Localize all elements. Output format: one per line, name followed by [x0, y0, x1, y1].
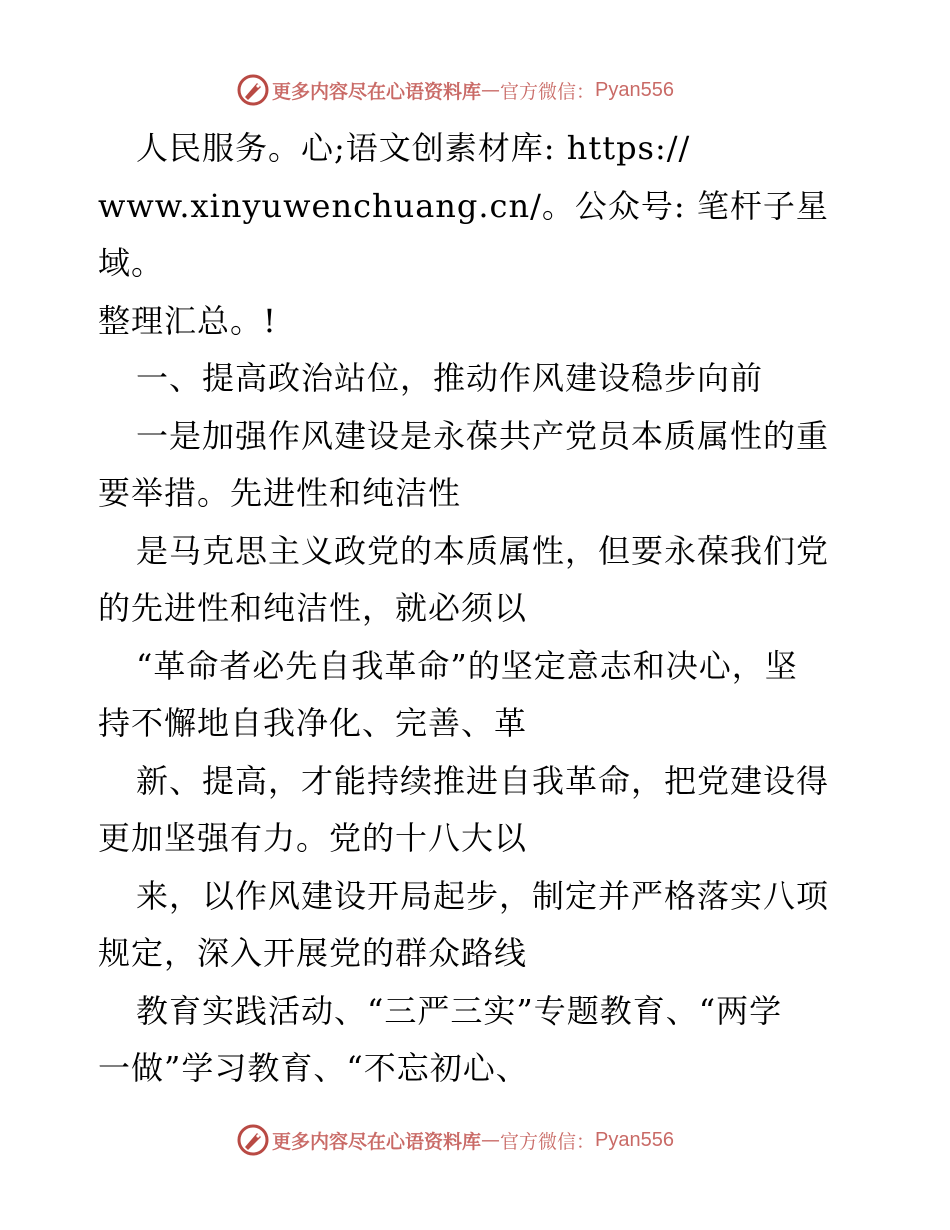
body-line: 持不懈地自我净化、完善、革: [98, 704, 528, 742]
body-line: 是马克思主义政党的本质属性，但要永葆我们党: [136, 531, 830, 570]
body-line: 教育实践活动、“三严三实”专题教育、“两学: [136, 991, 783, 1030]
pen-nib-circle-logo-icon: [236, 1123, 270, 1157]
document-body: [98, 120, 858, 1098]
body-line: 来，以作风建设开局起步，制定并严格落实八项: [136, 876, 830, 915]
pen-nib-circle-logo-icon: [236, 73, 270, 107]
body-line: “革命者必先自我革命”的坚定意志和决心，坚: [136, 646, 798, 685]
body-line: www.xinyuwenchuang.cn/。公众号: 笔杆子星域。: [98, 186, 829, 282]
banner-separator: —: [481, 1129, 501, 1151]
paragraph-intro: [98, 120, 858, 350]
body-line: 新、提高，才能持续推进自我革命，把党建设得: [136, 761, 830, 800]
banner-main-text: 更多内容尽在心语资料库: [272, 1130, 482, 1153]
section-heading: [98, 350, 858, 408]
body-line: 要举措。先进性和纯洁性: [98, 474, 462, 512]
banner-wechat-id: Pyan556: [595, 78, 674, 101]
paragraph: [98, 523, 858, 638]
body-line: 一是加强作风建设是永葆共产党员本质属性的重: [136, 416, 830, 455]
body-line: 更加坚强有力。党的十八大以: [98, 819, 528, 857]
banner-wechat-label: 官方微信：: [500, 80, 596, 103]
body-line: 整理汇总。!: [98, 301, 277, 340]
body-line: 一、提高政治站位，推动作风建设稳步向前: [136, 359, 764, 397]
body-line: 规定，深入开展党的群众路线: [98, 934, 528, 972]
paragraph: [98, 753, 858, 868]
banner-wechat-id: Pyan556: [595, 1128, 674, 1151]
banner-wechat-label: 官方微信：: [500, 1130, 596, 1153]
paragraph: [98, 868, 858, 983]
paragraph: [98, 983, 858, 1098]
paragraph: [98, 408, 858, 523]
body-line: 一做”学习教育、“不忘初心、: [98, 1049, 529, 1087]
banner-separator: —: [481, 79, 501, 101]
banner-main-text: 更多内容尽在心语资料库: [272, 80, 482, 103]
paragraph: [98, 638, 858, 753]
header-banner: [236, 72, 716, 108]
footer-banner: [236, 1122, 716, 1158]
body-line: 的先进性和纯洁性，就必须以: [98, 589, 528, 627]
body-line: 人民服务。心;语文创素材库: https://: [136, 129, 691, 167]
